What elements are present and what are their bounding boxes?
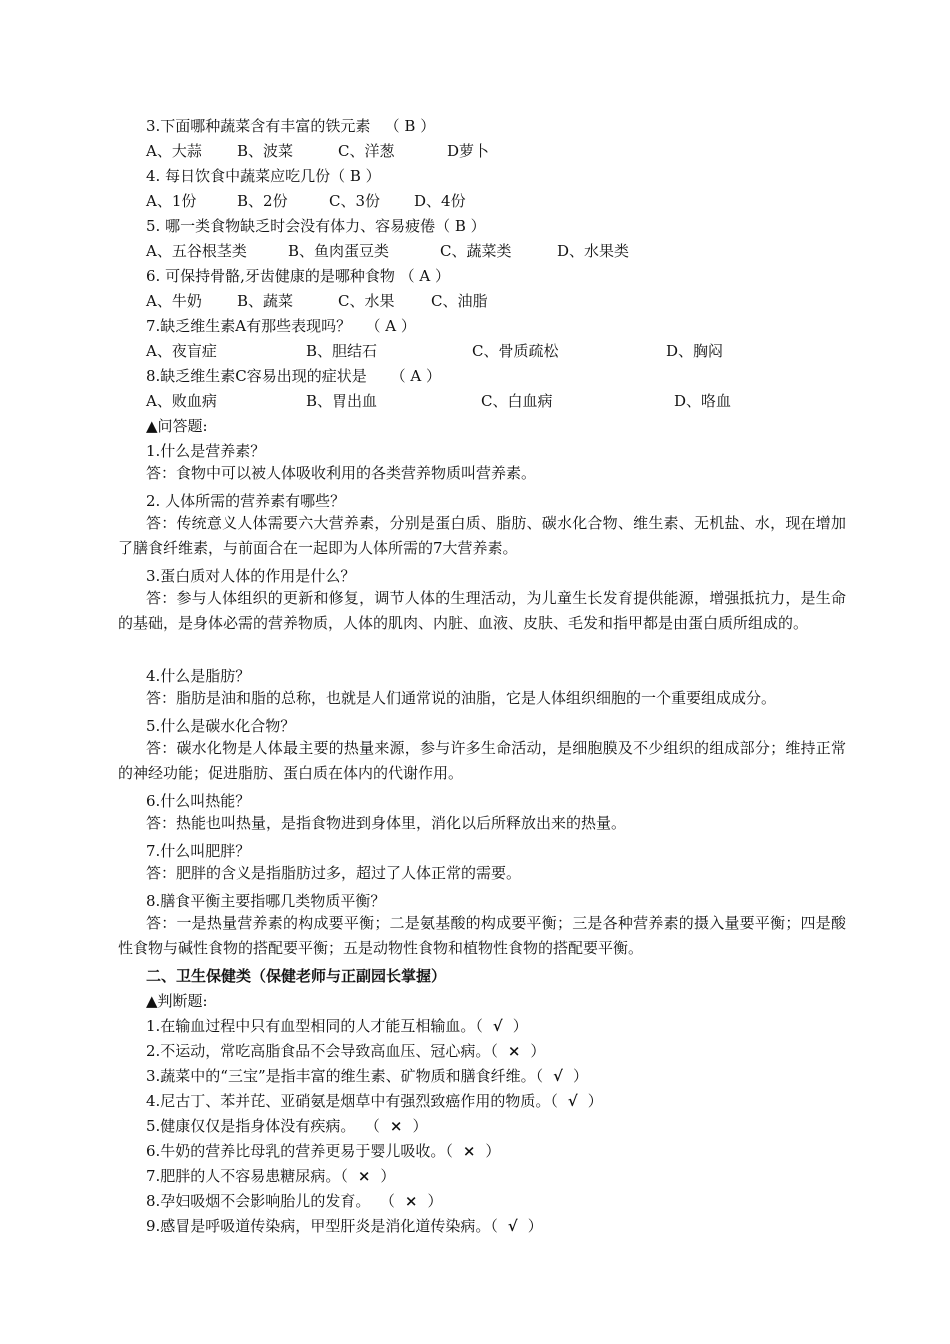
mc-question-7: 7.缺乏维生素A有那些表现吗？ （ A ）: [146, 317, 416, 335]
qa-question: 8.膳食平衡主要指哪几类物质平衡？: [146, 892, 386, 910]
mc-question-4: 4. 每日饮食中蔬菜应吃几份（ B ）: [146, 167, 381, 185]
tf-item: 2.不运动，常吃高脂食品不会导致高血压、冠心病。（ × ）: [146, 1042, 546, 1060]
mc-option: D、胸闷: [666, 342, 724, 360]
mc-question-3: 3.下面哪种蔬菜含有丰富的铁元素 （ B ）: [146, 117, 436, 135]
mc-option: B、波菜: [237, 142, 294, 160]
tf-item: 8.孕妇吸烟不会影响胎儿的发育。 （ × ）: [146, 1192, 443, 1210]
cross-icon: ×: [357, 1167, 371, 1185]
tf-item: 7.肥胖的人不容易患糖尿病。（ × ）: [146, 1167, 396, 1185]
check-icon: √: [507, 1217, 518, 1235]
mc-option: A、败血病: [146, 392, 217, 410]
qa-question: 4.什么是脂肪？: [146, 667, 251, 685]
qa-question: 1.什么是营养素？: [146, 442, 266, 460]
mc-option: D萝卜: [447, 142, 490, 160]
tf-header: ▲判断题:: [146, 992, 208, 1010]
mc-option: A、夜盲症: [146, 342, 217, 360]
mc-option: B、2份: [237, 192, 288, 210]
mc-option: B、胃出血: [306, 392, 378, 410]
check-icon: √: [567, 1092, 578, 1110]
qa-answer: 答：参与人体组织的更新和修复，调节人体的生理活动，为儿童生长发育提供能源，增强抵抗力，是生命的基础，是身体必需的营养物质，人体的肌肉、内脏、血液、皮肤、毛发和指甲都是由蛋白质所组成的。: [118, 589, 846, 632]
mc-option: C、水果: [338, 292, 395, 310]
cross-icon: ×: [462, 1142, 476, 1160]
mc-answer: （ A ）: [399, 267, 451, 285]
mc-option: C、3份: [329, 192, 381, 210]
check-icon: √: [553, 1067, 564, 1085]
mc-answer: （ B ）: [384, 117, 436, 135]
mc-question-8: 8.缺乏维生素C容易出现的症状是 （ A ）: [146, 367, 442, 385]
qa-question: 3.蛋白质对人体的作用是什么？: [146, 567, 356, 585]
check-icon: √: [492, 1017, 503, 1035]
qa-question: 7.什么叫肥胖？: [146, 842, 251, 860]
mc-option: B、蔬菜: [237, 292, 294, 310]
mc-option: B、鱼肉蛋豆类: [288, 242, 390, 260]
qa-question: 2. 人体所需的营养素有哪些？: [146, 492, 346, 510]
cross-icon: ×: [404, 1192, 418, 1210]
mc-option: C、洋葱: [338, 142, 395, 160]
mc-question-5: 5. 哪一类食物缺乏时会没有体力、容易疲倦（ B ）: [146, 217, 486, 235]
qa-answer: 答：碳水化物是人体最主要的热量来源，参与许多生命活动，是细胞膜及不少组织的组成部分；维持正常的神经功能；促进脂肪、蛋白质在体内的代谢作用。: [118, 739, 846, 782]
mc-option: C、蔬菜类: [440, 242, 512, 260]
mc-option: B、胆结石: [306, 342, 378, 360]
mc-option: C、油脂: [431, 292, 488, 310]
qa-question: 5.什么是碳水化合物？: [146, 717, 296, 735]
mc-option: D、咯血: [674, 392, 732, 410]
mc-question-6: 6. 可保持骨骼,牙齿健康的是哪种食物 （ A ）: [146, 267, 451, 285]
mc-option: A、牛奶: [146, 292, 202, 310]
tf-item: 6.牛奶的营养比母乳的营养更易于婴儿吸收。（ × ）: [146, 1142, 501, 1160]
cross-icon: ×: [389, 1117, 403, 1135]
mc-option: D、水果类: [557, 242, 630, 260]
mc-option: C、骨质疏松: [472, 342, 559, 360]
mc-option: A、1份: [146, 192, 197, 210]
qa-question: 6.什么叫热能？: [146, 792, 251, 810]
mc-option: A、大蒜: [146, 142, 202, 160]
qa-answer: 答：食物中可以被人体吸收利用的各类营养物质叫营养素。: [146, 464, 537, 482]
mc-answer: （ B ）: [330, 167, 381, 185]
qa-answer: 答：脂肪是油和脂的总称，也就是人们通常说的油脂，它是人体组织细胞的一个重要组成成分。: [146, 689, 777, 707]
mc-option: C、白血病: [481, 392, 553, 410]
tf-item: 3.蔬菜中的“三宝”是指丰富的维生素、矿物质和膳食纤维。（ √ ）: [146, 1067, 589, 1085]
mc-answer: （ A ）: [390, 367, 442, 385]
tf-item: 4.尼古丁、苯并芘、亚硝氨是烟草中有强烈致癌作用的物质。（ √ ）: [146, 1092, 603, 1110]
mc-option: D、4份: [414, 192, 466, 210]
section-title: 二、卫生保健类（保健老师与正副园长掌握）: [146, 967, 447, 985]
qa-header: ▲问答题:: [146, 417, 208, 435]
qa-answer: 答：一是热量营养素的构成要平衡；二是氨基酸的构成要平衡；三是各种营养素的摄入量要平衡；四是酸性食物与碱性食物的搭配要平衡；五是动物性食物和植物性食物的搭配要平衡。: [118, 914, 846, 957]
mc-answer: （ B ）: [435, 217, 486, 235]
tf-item: 5.健康仅仅是指身体没有疾病。 （ × ）: [146, 1117, 428, 1135]
qa-answer: 答：传统意义人体需要六大营养素，分别是蛋白质、脂肪、碳水化合物、维生素、无机盐、水，现在增加了膳食纤维素，与前面合在一起即为人体所需的7大营养素。: [118, 514, 846, 557]
mc-option: A、五谷根茎类: [146, 242, 247, 260]
qa-answer: 答：热能也叫热量，是指食物进到身体里，消化以后所释放出来的热量。: [146, 814, 627, 832]
mc-answer: （ A ）: [365, 317, 416, 335]
qa-answer: 答：肥胖的含义是指脂肪过多，超过了人体正常的需要。: [146, 864, 522, 882]
tf-item: 9.感冒是呼吸道传染病，甲型肝炎是消化道传染病。（ √ ）: [146, 1217, 543, 1235]
cross-icon: ×: [507, 1042, 521, 1060]
tf-item: 1.在输血过程中只有血型相同的人才能互相输血。（ √ ）: [146, 1017, 528, 1035]
